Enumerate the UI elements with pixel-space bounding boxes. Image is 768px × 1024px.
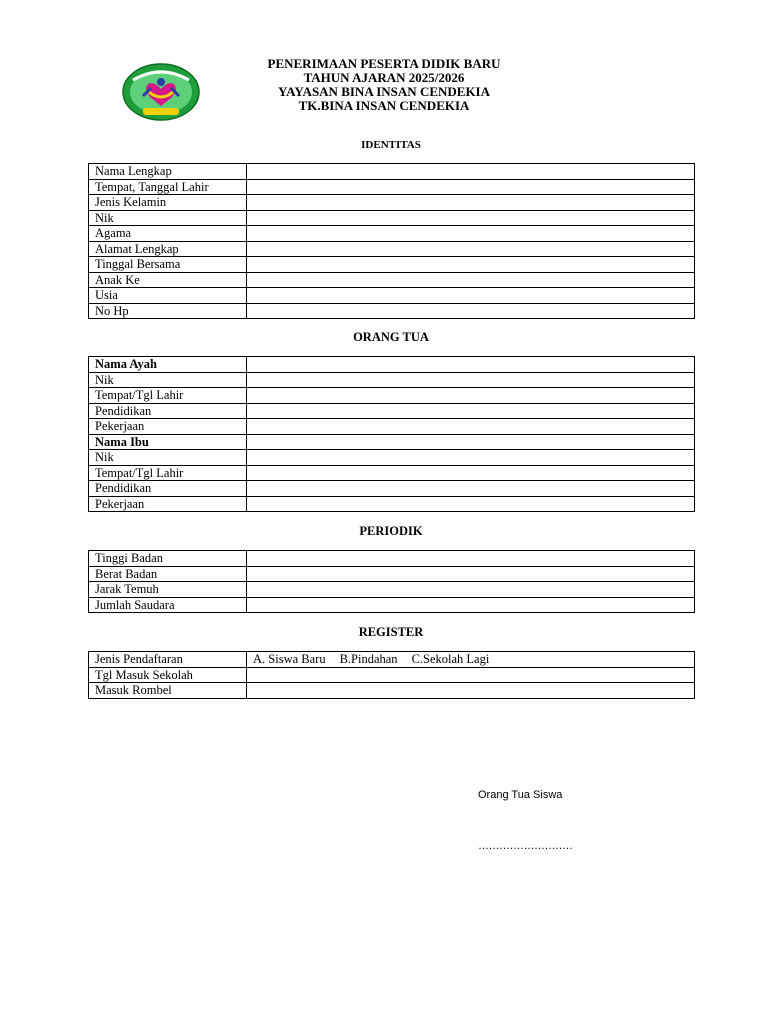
field-label: Jumlah Saudara	[89, 597, 247, 613]
field-value[interactable]	[247, 195, 695, 211]
table-row	[89, 481, 695, 497]
field-value[interactable]	[247, 450, 695, 466]
field-value[interactable]	[247, 434, 695, 450]
field-value[interactable]	[247, 566, 695, 582]
table-row	[89, 257, 695, 273]
field-label: Pekerjaan	[89, 419, 247, 435]
table-row	[89, 652, 695, 668]
register-table	[88, 651, 695, 699]
table-row	[89, 303, 695, 319]
table-row	[89, 288, 695, 304]
signature-line[interactable]: ………………………	[478, 840, 573, 852]
field-label: Nama Lengkap	[89, 164, 247, 180]
section-title-identitas: IDENTITAS	[361, 139, 421, 151]
table-row	[89, 551, 695, 567]
signature-label: Orang Tua Siswa	[478, 789, 563, 801]
section-title-register: REGISTER	[358, 625, 424, 639]
table-row	[89, 566, 695, 582]
table-row	[89, 210, 695, 226]
field-label: Pendidikan	[89, 403, 247, 419]
section-title-periodik: PERIODIK	[359, 524, 423, 538]
identitas-table	[88, 163, 695, 319]
document-header	[200, 57, 568, 113]
table-row	[89, 179, 695, 195]
field-label: Pekerjaan	[89, 496, 247, 512]
table-row	[89, 241, 695, 257]
field-label: Tinggi Badan	[89, 551, 247, 567]
field-value[interactable]	[247, 372, 695, 388]
table-row	[89, 683, 695, 699]
field-value[interactable]	[247, 388, 695, 404]
table-row	[89, 667, 695, 683]
table-row	[89, 372, 695, 388]
field-label: Tempat/Tgl Lahir	[89, 465, 247, 481]
field-value[interactable]	[247, 403, 695, 419]
periodik-table	[88, 550, 695, 613]
option-siswa-baru[interactable]: A. Siswa Baru	[253, 652, 326, 667]
table-row	[89, 357, 695, 373]
field-label: No Hp	[89, 303, 247, 319]
field-value[interactable]	[247, 210, 695, 226]
table-row	[89, 403, 695, 419]
table-row	[89, 226, 695, 242]
field-value[interactable]	[247, 257, 695, 273]
field-value[interactable]	[247, 357, 695, 373]
field-label: Tinggal Bersama	[89, 257, 247, 273]
field-label: Jenis Pendaftaran	[89, 652, 247, 668]
field-value[interactable]	[247, 303, 695, 319]
header-school-year: TAHUN AJARAN 2025/2026	[303, 70, 465, 85]
header-foundation: YAYASAN BINA INSAN CENDEKIA	[277, 84, 491, 99]
field-value[interactable]	[247, 164, 695, 180]
field-value[interactable]	[247, 272, 695, 288]
field-label: Tempat/Tgl Lahir	[89, 388, 247, 404]
field-value[interactable]	[247, 465, 695, 481]
field-value[interactable]	[247, 667, 695, 683]
field-value[interactable]	[247, 496, 695, 512]
registration-type-options	[247, 652, 695, 668]
field-label: Anak Ke	[89, 272, 247, 288]
field-label: Alamat Lengkap	[89, 241, 247, 257]
option-sekolah-lagi[interactable]: C.Sekolah Lagi	[411, 652, 490, 667]
field-label: Jarak Temuh	[89, 582, 247, 598]
orang-tua-table	[88, 356, 695, 512]
field-value[interactable]	[247, 551, 695, 567]
table-row	[89, 597, 695, 613]
table-row	[89, 388, 695, 404]
table-row	[89, 195, 695, 211]
header-title: PENERIMAAN PESERTA DIDIK BARU	[267, 56, 501, 71]
field-label: Agama	[89, 226, 247, 242]
field-label: Nik	[89, 450, 247, 466]
field-value[interactable]	[247, 597, 695, 613]
table-row	[89, 465, 695, 481]
field-label: Tgl Masuk Sekolah	[89, 667, 247, 683]
field-label: Berat Badan	[89, 566, 247, 582]
field-value[interactable]	[247, 288, 695, 304]
table-row	[89, 450, 695, 466]
school-logo	[121, 62, 201, 122]
field-value[interactable]	[247, 481, 695, 497]
field-label: Pendidikan	[89, 481, 247, 497]
field-value[interactable]	[247, 226, 695, 242]
table-row	[89, 496, 695, 512]
field-label: Nama Ayah	[89, 357, 247, 373]
field-label: Jenis Kelamin	[89, 195, 247, 211]
table-row	[89, 434, 695, 450]
field-label: Nama Ibu	[89, 434, 247, 450]
field-value[interactable]	[247, 241, 695, 257]
field-value[interactable]	[247, 419, 695, 435]
field-label: Masuk Rombel	[89, 683, 247, 699]
field-value[interactable]	[247, 179, 695, 195]
table-row	[89, 164, 695, 180]
field-label: Nik	[89, 372, 247, 388]
header-school-name: TK.BINA INSAN CENDEKIA	[298, 98, 470, 113]
field-label: Nik	[89, 210, 247, 226]
option-pindahan[interactable]: B.Pindahan	[339, 652, 398, 667]
table-row	[89, 272, 695, 288]
field-value[interactable]	[247, 582, 695, 598]
section-title-orang-tua: ORANG TUA	[353, 330, 429, 344]
table-row	[89, 419, 695, 435]
field-value[interactable]	[247, 683, 695, 699]
table-row	[89, 582, 695, 598]
field-label: Tempat, Tanggal Lahir	[89, 179, 247, 195]
field-label: Usia	[89, 288, 247, 304]
